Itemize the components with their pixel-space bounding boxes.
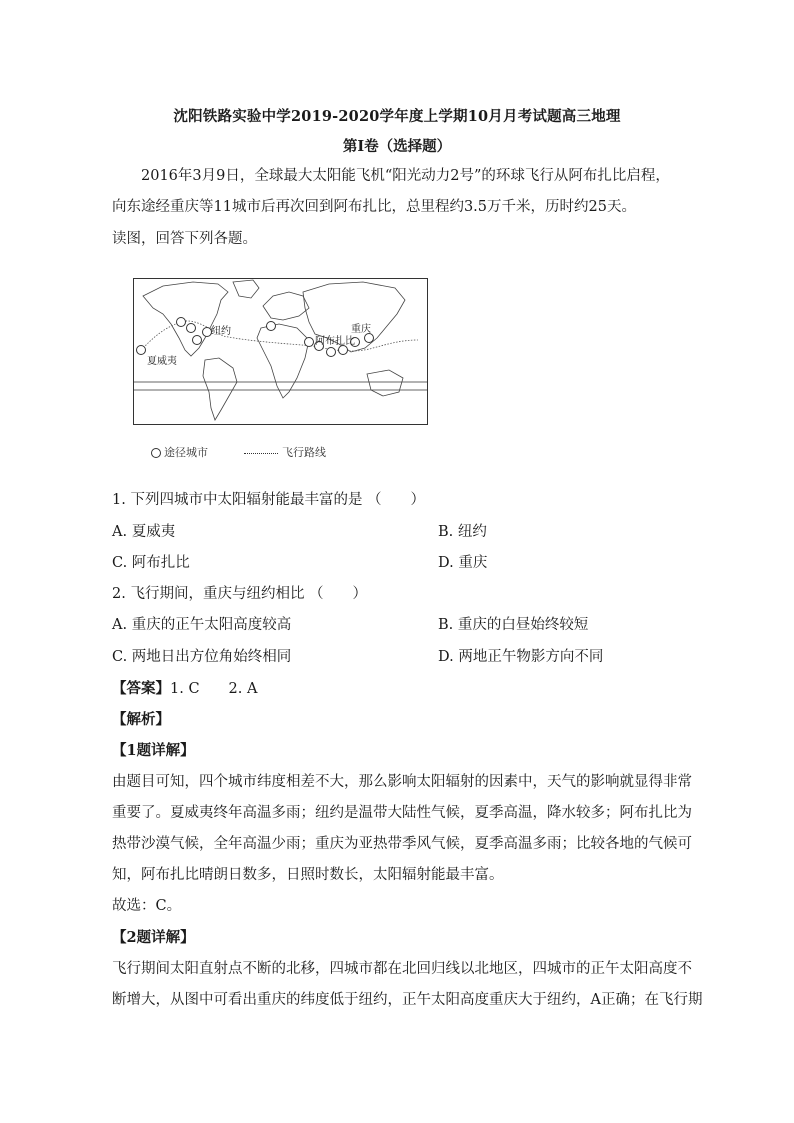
q1-detail-line-4: 知，阿布扎比晴朗日数多，日照时数长，太阳辐射能最丰富。 — [112, 867, 504, 883]
legend-city: 途径城市 — [151, 444, 208, 460]
q2-option-a: A. 重庆的正午太阳高度较高 — [112, 617, 292, 633]
q2-detail-line-2: 断增大，从图中可看出重庆的纬度低于纽约，正午太阳高度重庆大于纽约，A正确；在飞行期 — [112, 992, 703, 1008]
label-abudhabi: 阿布扎比 — [315, 336, 355, 347]
label-newyork: 纽约 — [211, 326, 231, 337]
section-title: 第Ⅰ卷（选择题） — [342, 138, 452, 155]
question-1-stem: 1. 下列四城市中太阳辐射能最丰富的是 （ ） — [112, 492, 426, 508]
route-line-icon — [244, 453, 278, 454]
intro-line-2: 向东途经重庆等11城市后再次回到阿布扎比，总里程约3.5万千米，历时约25天。 — [112, 199, 636, 215]
q1-detail-label: 【1题详解】 — [112, 742, 195, 759]
world-map-figure — [133, 278, 428, 425]
q1-option-b: B. 纽约 — [438, 524, 487, 540]
analysis-label: 【解析】 — [112, 711, 170, 728]
q1-option-d: D. 重庆 — [438, 555, 488, 571]
intro-line-3: 读图，回答下列各题。 — [112, 231, 257, 247]
label-chongqing: 重庆 — [351, 324, 371, 335]
legend-route: 飞行路线 — [244, 444, 326, 460]
label-hawaii: 夏威夷 — [147, 356, 177, 367]
city-marker-icon — [151, 448, 161, 458]
q1-option-c: C. 阿布扎比 — [112, 555, 190, 571]
q1-option-a: A. 夏威夷 — [112, 524, 176, 540]
page-title: 沈阳铁路实验中学2019-2020学年度上学期10月月考试题高三地理 — [173, 108, 621, 125]
answer-label: 【答案】 — [112, 680, 170, 697]
world-map — [133, 278, 428, 425]
q1-detail-line-1: 由题目可知，四个城市纬度相差不大，那么影响太阳辐射的因素中，天气的影响就显得非常 — [112, 774, 692, 790]
q2-option-d: D. 两地正午物影方向不同 — [438, 649, 604, 665]
answer-value: 1. C 2. A — [170, 681, 258, 697]
q2-detail-line-1: 飞行期间太阳直射点不断的北移，四城市都在北回归线以北地区，四城市的正午太阳高度不 — [112, 961, 692, 977]
q1-conclusion: 故选：C。 — [112, 898, 182, 914]
intro-line-1: 2016年3月9日，全球最大太阳能飞机“阳光动力2号”的环球飞行从阿布扎比启程， — [141, 168, 670, 184]
question-2-stem: 2. 飞行期间，重庆与纽约相比 （ ） — [112, 586, 368, 602]
q2-option-c: C. 两地日出方位角始终相同 — [112, 649, 292, 665]
q1-detail-line-2: 重要了。夏威夷终年高温多雨；纽约是温带大陆性气候，夏季高温，降水较多；阿布扎比为 — [112, 805, 692, 821]
q2-detail-label: 【2题详解】 — [112, 929, 195, 946]
answer-row — [112, 677, 257, 698]
q2-option-b: B. 重庆的白昼始终较短 — [438, 617, 589, 633]
q1-detail-line-3: 热带沙漠气候，全年高温少雨；重庆为亚热带季风气候，夏季高温多雨；比较各地的气候可 — [112, 836, 692, 852]
